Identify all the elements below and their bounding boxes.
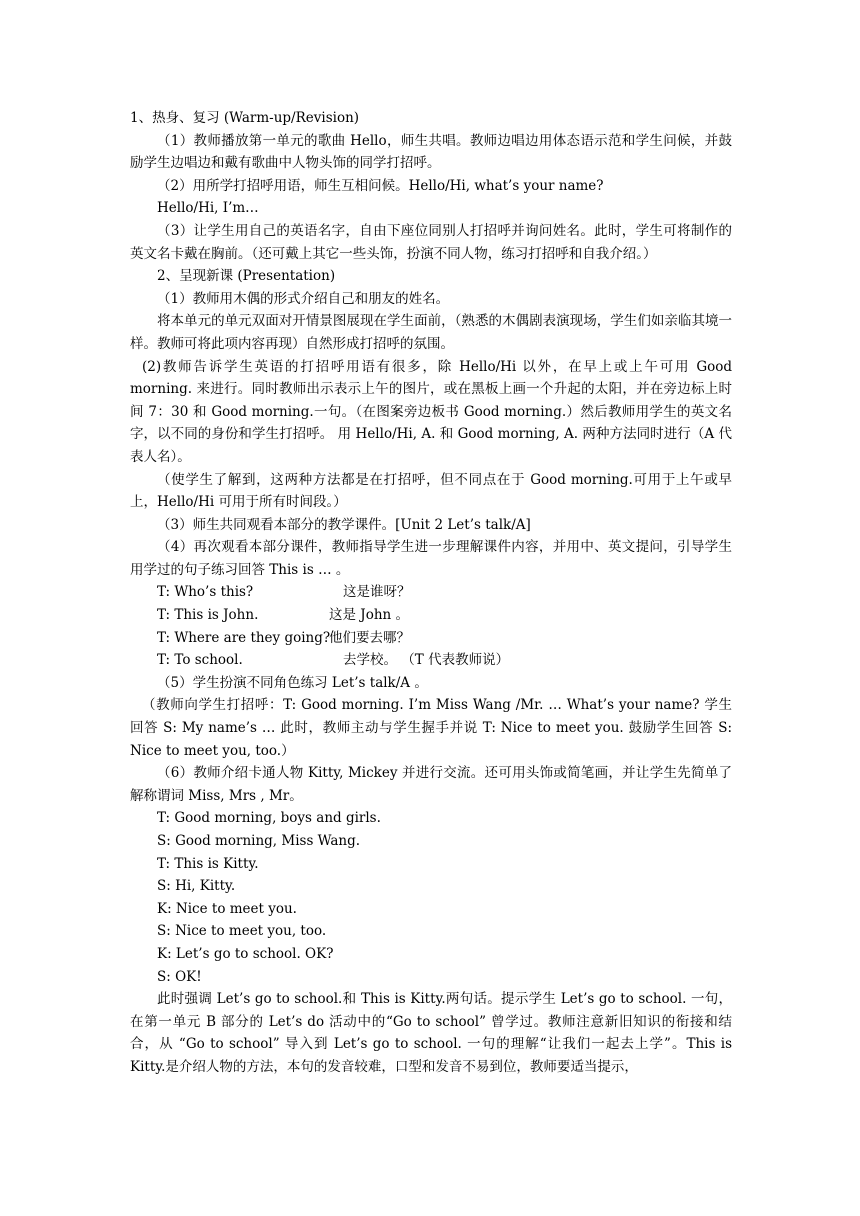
paragraph: (2)教师告诉学生英语的打招呼用语有很多，除 Hello/Hi 以外，在早上或上午可用 Good morning. 来进行。同时教师出示表示上午的图片，或在黑板上画一个升起的太阳，并在旁边标上时间 7：30 和 Good morning.一句。（在图案旁边板书 Good morning.）然后教师用学生的英文名字，以不同的身份和学生打招呼。 用 Hello/Hi, A. 和 Good morning, A. 两种方法同时进行（A 代表人名）。	[130, 358, 732, 465]
qa-english: T: To school.	[157, 652, 243, 669]
paragraph: （6）教师介绍卡通人物 Kitty, Mickey 并进行交流。还可用头饰或简笔画，并让学生先简单了解称谓词 Miss, Mrs , Mr。	[130, 765, 732, 804]
dialogue-line: S: Good morning, Miss Wang.	[157, 833, 361, 849]
section-heading-presentation: 2、呈现新课 (Presentation)	[157, 268, 336, 285]
dialogue-line: S: OK!	[157, 968, 202, 985]
dialogue-line: T: Good morning, boys and girls.	[157, 810, 381, 827]
document-body	[130, 107, 732, 1079]
paragraph: （使学生了解到，这两种方法都是在打招呼，但不同点在于 Good morning.可用于上午或早上，Hello/Hi 可用于所有时间段。）	[130, 471, 732, 511]
qa-english: T: Where are they going?	[157, 629, 331, 646]
dialogue-line: K: Let’s go to school. OK?	[157, 945, 334, 962]
qa-english: T: This is John.	[157, 607, 259, 624]
dialogue-line: S: Nice to meet you, too.	[157, 923, 327, 940]
qa-line	[130, 581, 732, 604]
dialogue-line: T: This is Kitty.	[157, 855, 259, 872]
qa-chinese: 去学校。 （T 代表教师说）	[343, 652, 510, 669]
section-heading-warmup: 1、热身、复习 (Warm-up/Revision)	[130, 110, 360, 126]
qa-line	[130, 604, 732, 627]
paragraph: （1）教师用木偶的形式介绍自己和朋友的姓名。	[157, 290, 450, 307]
dialogue-line: K: Nice to meet you.	[157, 900, 297, 917]
qa-chinese: 这是谁呀？	[343, 584, 411, 601]
dialogue-line: S: Hi, Kitty.	[157, 878, 236, 895]
paragraph: （5）学生扮演不同角色练习 Let’s talk/A 。	[157, 674, 428, 691]
paragraph: （2）用所学打招呼用语，师生互相问候。Hello/Hi, what’s your name?	[157, 177, 604, 194]
qa-english: T: Who’s this?	[157, 584, 254, 601]
paragraph: （3）师生共同观看本部分的教学课件。[Unit 2 Let’s talk/A]	[157, 516, 531, 533]
paragraph: （教师向学生打招呼：T: Good morning. I’m Miss Wang /Mr. … What’s your name? 学生回答 S: My name’s … 此时，教师主动与学生握手并说 T: Nice to meet you. 鼓励学生回答 S: Nice to meet you, too.）	[130, 697, 732, 759]
qa-line	[130, 649, 732, 672]
qa-line	[130, 627, 732, 650]
qa-chinese: 他们要去哪？	[329, 629, 410, 646]
paragraph: 将本单元的单元双面对开情景图展现在学生面前，（熟悉的木偶剧表演现场，学生们如亲临其境一样。教师可将此项内容再现）自然形成打招呼的氛围。	[130, 313, 732, 352]
closing-paragraph: 此时强调 Let’s go to school.和 This is Kitty.两句话。提示学生 Let’s go to school. 一句，在第一单元 B 部分的 Let’s do 活动中的“Go to school” 曾学过。教师注意新旧知识的衔接和结合，从 “Go to school” 导入到 Let’s go to school. 一句的理解“让我们一起去上学”。This is Kitty.是介绍人物的方法，本句的发音较难，口型和发音不易到位，教师要适当提示，	[130, 991, 732, 1075]
paragraph: （1）教师播放第一单元的歌曲 Hello，师生共唱。教师边唱边用体态语示范和学生问候，并鼓励学生边唱边和戴有歌曲中人物头饰的同学打招呼。	[130, 132, 732, 172]
paragraph: Hello/Hi, I’m…	[157, 200, 259, 217]
qa-chinese: 这是 John 。	[329, 607, 410, 624]
paragraph: （3）让学生用自己的英语名字，自由下座位同别人打招呼并询问姓名。此时，学生可将制作的英文名卡戴在胸前。（还可戴上其它一些头饰，扮演不同人物，练习打招呼和自我介绍。）	[130, 222, 732, 262]
paragraph: （4）再次观看本部分课件，教师指导学生进一步理解课件内容，并用中、英文提问，引导学生用学过的句子练习回答 This is … 。	[130, 539, 732, 578]
